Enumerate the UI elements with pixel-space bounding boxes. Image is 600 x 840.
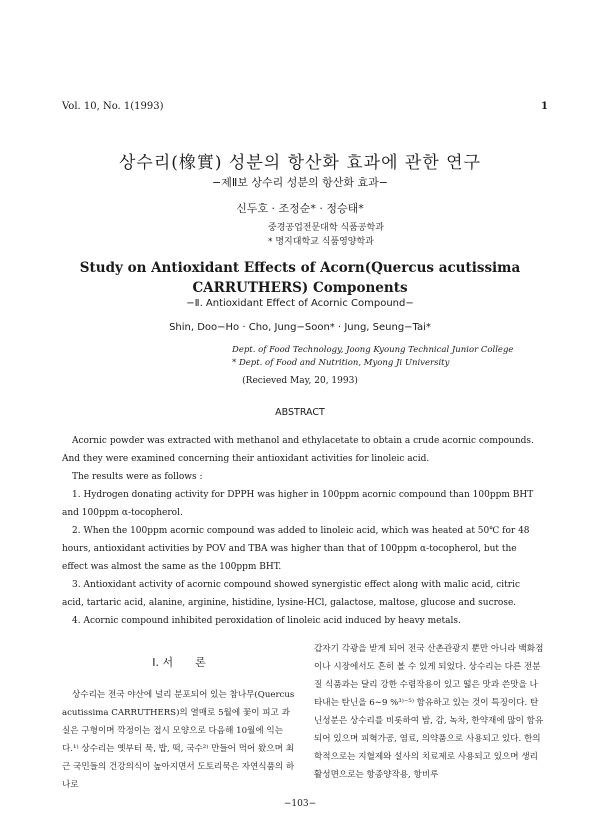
received-date: (Recieved May, 20, 1993) bbox=[242, 376, 358, 386]
journal-volume: Vol. 10, No. 1(1993) bbox=[62, 101, 164, 112]
korean-title: 상수리(橡實) 성분의 항산화 효과에 관한 연구 bbox=[118, 153, 482, 173]
header-page-number: 1 bbox=[541, 101, 548, 112]
korean-affiliation-1: 중경공업전문대학 식품공학과 bbox=[268, 223, 384, 233]
body-right-column bbox=[314, 640, 546, 784]
english-authors: Shin, Doo−Ho · Cho, Jung−Soon* · Jung, Seung−Tai* bbox=[169, 322, 431, 333]
english-title-line-2: CARRUTHERS) Components bbox=[192, 280, 408, 296]
body-left-column bbox=[62, 640, 296, 794]
english-affiliation-2: * Dept. of Food and Nutrition, Myong Ji University bbox=[232, 358, 450, 368]
abstract-result-4: 4. Acornic compound inhibited peroxidation of linoleic acid induced by heavy metals. bbox=[72, 616, 461, 626]
korean-affiliations bbox=[268, 221, 384, 249]
korean-authors: 신두호 · 조정순* · 정승태* bbox=[236, 202, 364, 215]
abstract-paragraph: The results were as follows : bbox=[72, 472, 203, 482]
footer-page-number: −103− bbox=[283, 799, 317, 809]
abstract-result-2: 2. When the 100ppm acornic compound was added to linoleic acid, which was heated at 50℃ for 48 hours, antioxidant activities by POV and TBA was higher than that of 100ppm α-tocopherol, but the effect was almost the same as the 100ppm BHT. bbox=[62, 526, 530, 572]
english-title bbox=[0, 258, 600, 298]
korean-affiliation-2: * 명지대학교 식품영양학과 bbox=[268, 237, 374, 247]
english-affiliation-1: Dept. of Food Technology, Joong Kyoung Technical Junior College bbox=[232, 345, 514, 355]
english-subtitle: −Ⅱ. Antioxidant Effect of Acornic Compound− bbox=[186, 298, 414, 309]
abstract-paragraph: Acornic powder was extracted with methanol and ethylacetate to obtain a crude acornic compounds. And they were examined concerning their antioxidant activities for linoleic acid. bbox=[62, 436, 534, 464]
korean-subtitle: −제Ⅱ보 상수리 성분의 항산화 효과− bbox=[212, 176, 388, 189]
abstract-result-3: 3. Antioxidant activity of acornic compound showed synergistic effect along with malic acid, citric acid, tartaric acid, alanine, arginine, histidine, lysine-HCl, galactose, maltose, glucose and sucrose. bbox=[62, 580, 520, 608]
abstract-heading: ABSTRACT bbox=[275, 407, 325, 418]
body-paragraph: 상수리는 전국 야산에 널리 분포되어 있는 참나무(Quercus acutissima CARRUTHERS)의 열매로 5월에 꽃이 피고 과실은 구형이며 깍정이는 접시 모양으로 다음해 10월에 익는다.¹⁾ 상수리는 옛부터 묵, 밥, 떡, 국수²⁾ 만들어 먹어 왔으며 최근 국민들의 건강의식이 높아지면서 도토리묵은 자연식품의 하나로 bbox=[62, 690, 295, 790]
english-affiliations bbox=[232, 344, 513, 370]
english-title-line-1: Study on Antioxidant Effects of Acorn(Quercus acutissima bbox=[79, 260, 521, 276]
abstract-body bbox=[62, 432, 544, 630]
abstract-result-1: 1. Hydrogen donating activity for DPPH was higher in 100ppm acornic compound than 100ppm BHT and 100ppm α-tocopherol. bbox=[62, 490, 534, 518]
body-paragraph: 갑자기 각광을 받게 되어 전국 산촌관광지 뿐만 아니라 백화점이나 시장에서도 흔히 볼 수 있게 되었다. 상수리는 다른 전분질 식품과는 달리 강한 수렴작용이 있고 떫은 맛과 쓴맛을 나타내는 탄닌을 6∼9 %³⁾⁻⁵⁾ 함유하고 있는 것이 특징이다. 탄닌성분은 상수리를 비롯하여 밤, 감, 녹차, 한약재에 많이 함유되어 있으며 피혁가공, 염료, 의약품으로 사용되고 있다. 한의학적으로는 지혈제와 설사의 치료제로 사용되고 있으며 생리 활성면으로는 항종양작용, 항비루 bbox=[314, 644, 544, 780]
section-heading-introduction: Ⅰ. 서 론 bbox=[152, 656, 206, 669]
